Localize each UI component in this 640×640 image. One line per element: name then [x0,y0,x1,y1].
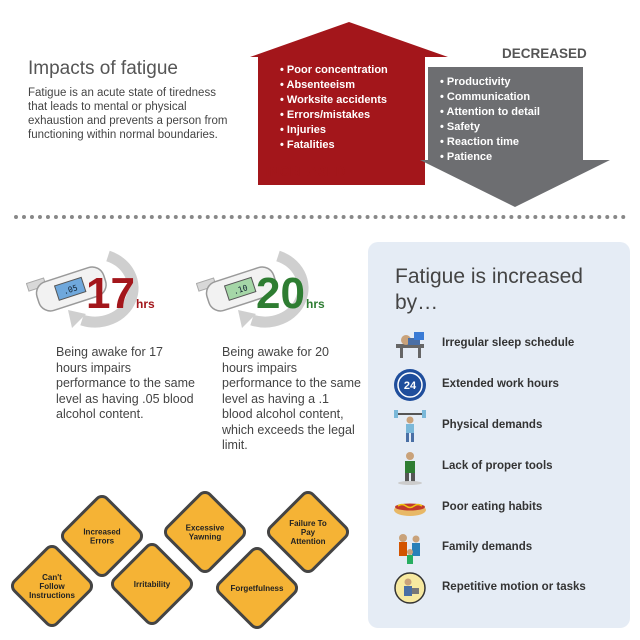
factor-item [392,570,622,606]
list-item: • Reaction time [440,135,540,150]
hours-number: 17 [86,269,135,318]
weightlifter-icon [392,408,428,444]
svg-text:ExcessiveYawning: Excessive Yawning [185,523,225,542]
section-divider [14,215,626,219]
sign-label: Irritability [133,580,171,589]
repetitive-motion-icon [392,570,428,606]
24-hours-icon [392,367,428,403]
factors-title: Fatigue is increased by… [395,265,583,314]
list-item: • Poor concentration [280,63,388,78]
list-item: • Patience [440,150,540,165]
factor-item [392,449,622,485]
hours-number: 20 [256,269,305,318]
warning-sign [163,490,248,575]
factor-item [392,490,622,526]
list-item: • Productivity [440,75,540,90]
increased-label: INCREASED [266,164,346,179]
svg-text:24: 24 [403,380,417,392]
factor-item [392,408,622,444]
list-item: • Communication [440,90,540,105]
list-item: • Safety [440,120,540,135]
hours-unit: hrs [136,297,155,311]
factor-label: Physical demands [442,419,543,431]
increased-list [280,63,388,153]
list-item: • Injuries [280,123,388,138]
breathalyzer-20-icon [196,248,336,328]
breathalyzer-17-icon [26,248,166,328]
warning-sign [266,490,351,575]
decreased-label: DECREASED [502,46,587,61]
factor-label: Repetitive motion or tasks [442,581,586,593]
list-item: • Attention to detail [440,105,540,120]
factor-item [392,367,622,403]
factor-label: Family demands [442,541,533,553]
desk-sleeper-icon [392,326,428,362]
factor-label: Poor eating habits [442,501,543,513]
factor-label: Irregular sleep schedule [442,337,575,349]
svg-text:.05: .05 [62,283,79,297]
decreased-list [440,75,540,165]
list-item: • Fatalities [280,138,388,153]
list-item: • Absenteeism [280,78,388,93]
breathalyzer-17-text: Being awake for 17 hours impairs performance to the same level as having .05 blood alcohol content. [56,345,195,421]
hotdog-icon [392,490,428,526]
svg-text:.10: .10 [232,283,249,297]
worker-icon [392,449,428,485]
sign-label: Forgetfulness [230,584,284,593]
warning-signs [0,480,370,640]
breathalyzer-20-text: Being awake for 20 hours impairs performance to the same level as having a .1 blood alcohol content, which exceeds the legal limit. [222,345,361,452]
svg-text:IncreasedErrors: Increased Errors [83,527,121,546]
warning-sign [215,546,300,631]
factor-item [392,530,622,566]
factor-item [392,326,622,362]
list-item: • Errors/mistakes [280,108,388,123]
factor-label: Lack of proper tools [442,460,553,472]
svg-text:Failure ToPayAttention: Failure To Pay Attention [289,519,327,546]
family-icon [392,530,428,566]
page-title: Impacts of fatigue [28,58,178,79]
hours-unit: hrs [306,297,325,311]
factor-label: Extended work hours [442,378,559,390]
list-item: • Worksite accidents [280,93,388,108]
fatigue-definition: Fatigue is an acute state of tiredness that leads to mental or physical exhaustion and prevents a person from functioning within normal boundaries. [28,87,228,141]
svg-text:Can'tFollowInstructions: Can't Follow Instructions [29,573,75,600]
